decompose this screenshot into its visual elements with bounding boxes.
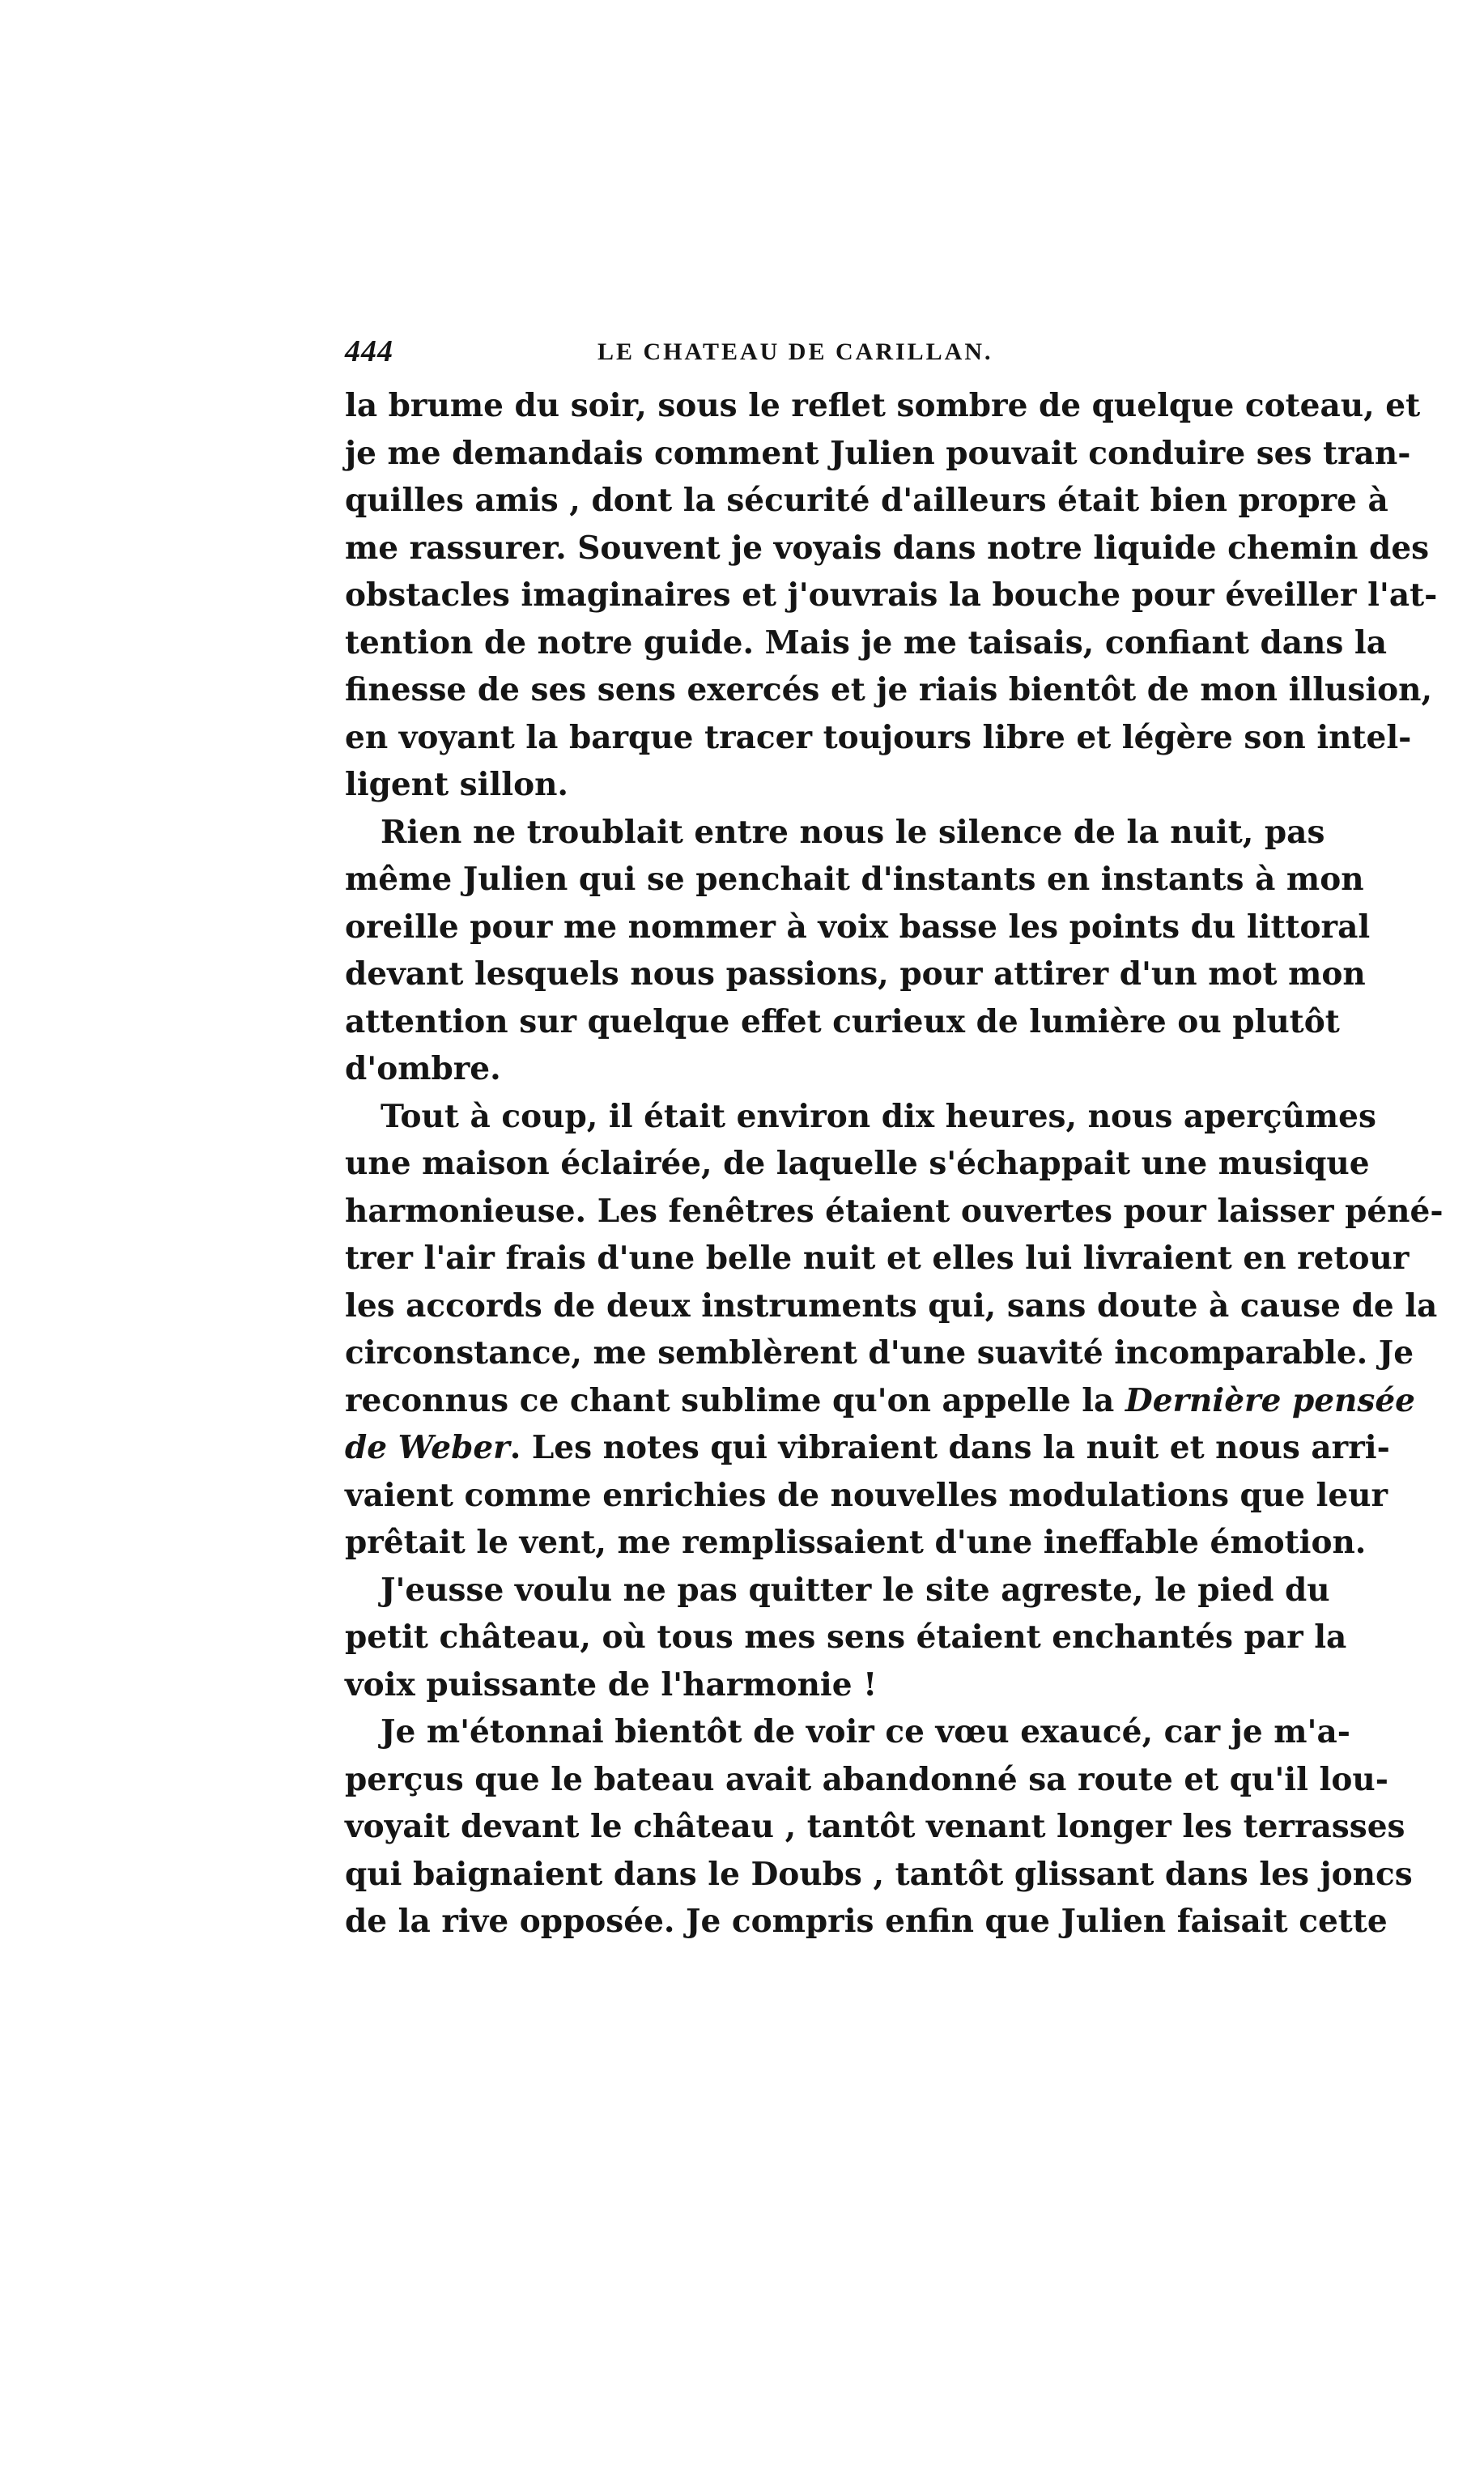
text-line: harmonieuse. Les fenêtres étaient ouvertes pour laisser péné- [345, 1192, 1444, 1230]
page-number: 444 [345, 334, 393, 368]
paragraph-start-line: Tout à coup, il était environ dix heures, nous aperçûmes [381, 1097, 1376, 1135]
text-line: finesse de ses sens exercés et je riais bientôt de mon illusion, [345, 671, 1433, 708]
italic-title: Dernière pensée [1125, 1381, 1415, 1419]
text-line: de la rive opposée. Je compris enfin que Julien faisait cette [345, 1903, 1388, 1940]
text-line: circonstance, me semblèrent d'une suavité incomparable. Je [345, 1334, 1414, 1372]
text-line: en voyant la barque tracer toujours libre et légère son intel- [345, 718, 1412, 756]
text-line: attention sur quelque effet curieux de lumière ou plutôt [345, 1002, 1340, 1040]
text-line: d'ombre. [345, 1050, 501, 1087]
text-line: oreille pour me nommer à voix basse les points du littoral [345, 908, 1371, 946]
paragraph-start-line: J'eusse voulu ne pas quitter le site agreste, le pied du [381, 1571, 1330, 1609]
text-line: même Julien qui se penchait d'instants en instants à mon [345, 861, 1364, 898]
text-line: ligent sillon. [345, 766, 569, 803]
text-line [345, 1377, 1415, 1425]
text-line: qui baignaient dans le Doubs , tantôt glissant dans les joncs [345, 1855, 1413, 1893]
text-line: petit château, où tous mes sens étaient enchantés par la [345, 1618, 1347, 1656]
paragraph-start-line: Rien ne troublait entre nous le silence de la nuit, pas [381, 813, 1325, 851]
body-text [345, 382, 1444, 1946]
text-line [345, 1424, 1390, 1472]
text-line: quilles amis , dont la sécurité d'ailleurs était bien propre à [345, 482, 1388, 519]
text-line: devant lesquels nous passions, pour attirer d'un mot mon [345, 955, 1366, 993]
text-segment: . Les notes qui vibraient dans la nuit et nous arri- [509, 1429, 1390, 1466]
text-line: voix puissante de l'harmonie ! [345, 1665, 878, 1704]
italic-title: de Weber [345, 1429, 510, 1466]
text-line: je me demandais comment Julien pouvait conduire ses tran- [345, 434, 1411, 472]
paragraph-start-line: Je m'étonnai bientôt de voir ce vœu exaucé, car je m'a- [381, 1713, 1350, 1750]
text-line: obstacles imaginaires et j'ouvrais la bouche pour éveiller l'at- [345, 576, 1438, 614]
text-line: prêtait le vent, me remplissaient d'une ineffable émotion. [345, 1524, 1367, 1561]
text-segment: reconnus ce chant sublime qu'on appelle la [345, 1381, 1125, 1419]
text-line: vaient comme enrichies de nouvelles modulations que leur [345, 1476, 1388, 1514]
running-head [345, 334, 1219, 382]
text-line: voyait devant le château , tantôt venant longer les terrasses [345, 1808, 1405, 1845]
text-line: me rassurer. Souvent je voyais dans notre liquide chemin des [345, 529, 1430, 567]
text-line: trer l'air frais d'une belle nuit et elles lui livraient en retour [345, 1240, 1410, 1277]
text-line: tention de notre guide. Mais je me taisais, confiant dans la [345, 623, 1388, 661]
text-line: perçus que le bateau avait abandonné sa route et qu'il lou- [345, 1760, 1388, 1798]
text-line: les accords de deux instruments qui, sans doute à cause de la [345, 1287, 1438, 1325]
text-line: une maison éclairée, de laquelle s'échappait une musique [345, 1145, 1370, 1182]
running-title: LE CHATEAU DE CARILLAN. [597, 338, 993, 365]
text-line: la brume du soir, sous le reflet sombre de quelque coteau, et [345, 387, 1421, 424]
